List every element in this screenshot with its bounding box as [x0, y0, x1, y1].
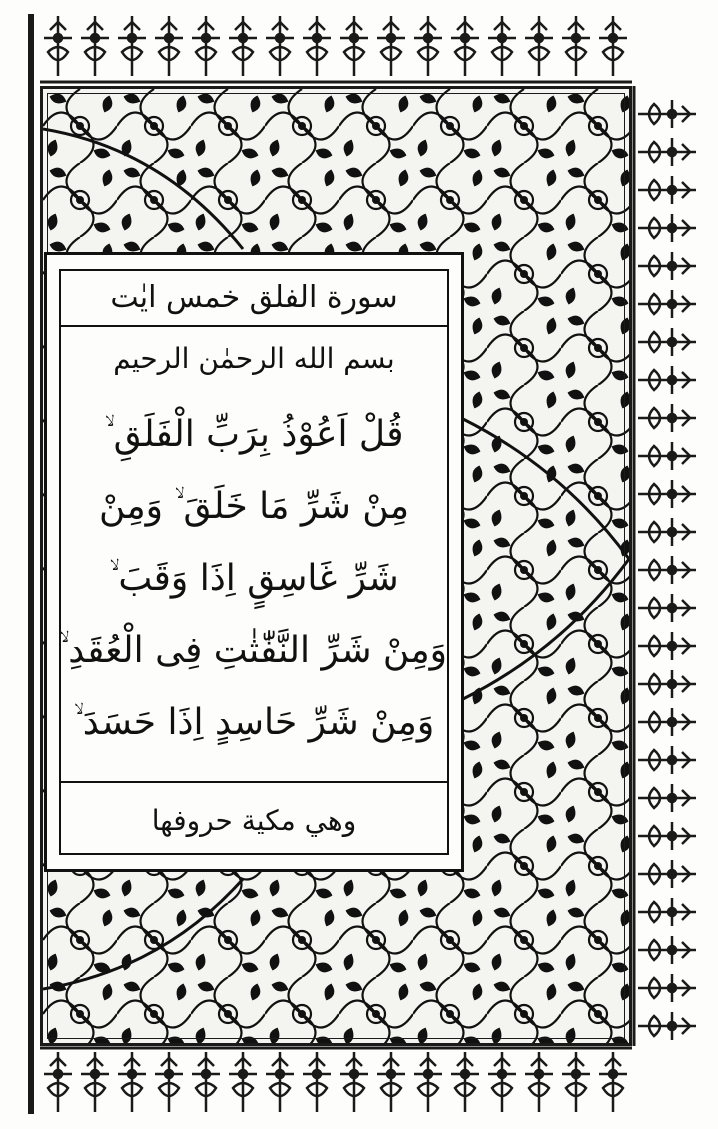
ayah-line-1: قُلْ اَعُوْذُ بِرَبِّ الْفَلَقِ ۙ [104, 414, 404, 455]
surah-header: سورة الفلق خمس ايٰت [61, 271, 447, 327]
bottom-floral-border [40, 1046, 632, 1116]
ayah-line-2: مِنْ شَرِّ مَا خَلَقَ ۙ وَمِنْ [98, 486, 409, 527]
top-floral-border [40, 8, 632, 84]
text-panel [44, 252, 464, 872]
colophon-line: وهي مكية حروفها [61, 781, 447, 859]
ayah-line-3: شَرِّ غَاسِقٍ اِذَا وَقَبَ ۙ [109, 558, 399, 599]
text-panel-inner-border [59, 269, 449, 855]
ayah-line-4: وَمِنْ شَرِّ النَّفّٰثٰتِ فِى الْعُقَدِ ۙ [59, 630, 447, 671]
right-floral-border [632, 86, 702, 1046]
ayah-line-5: وَمِنْ شَرِّ حَاسِدٍ اِذَا حَسَدَ ۙ [73, 702, 435, 743]
bismillah-line: بسم الله الرحمٰن الرحيم [113, 342, 395, 375]
